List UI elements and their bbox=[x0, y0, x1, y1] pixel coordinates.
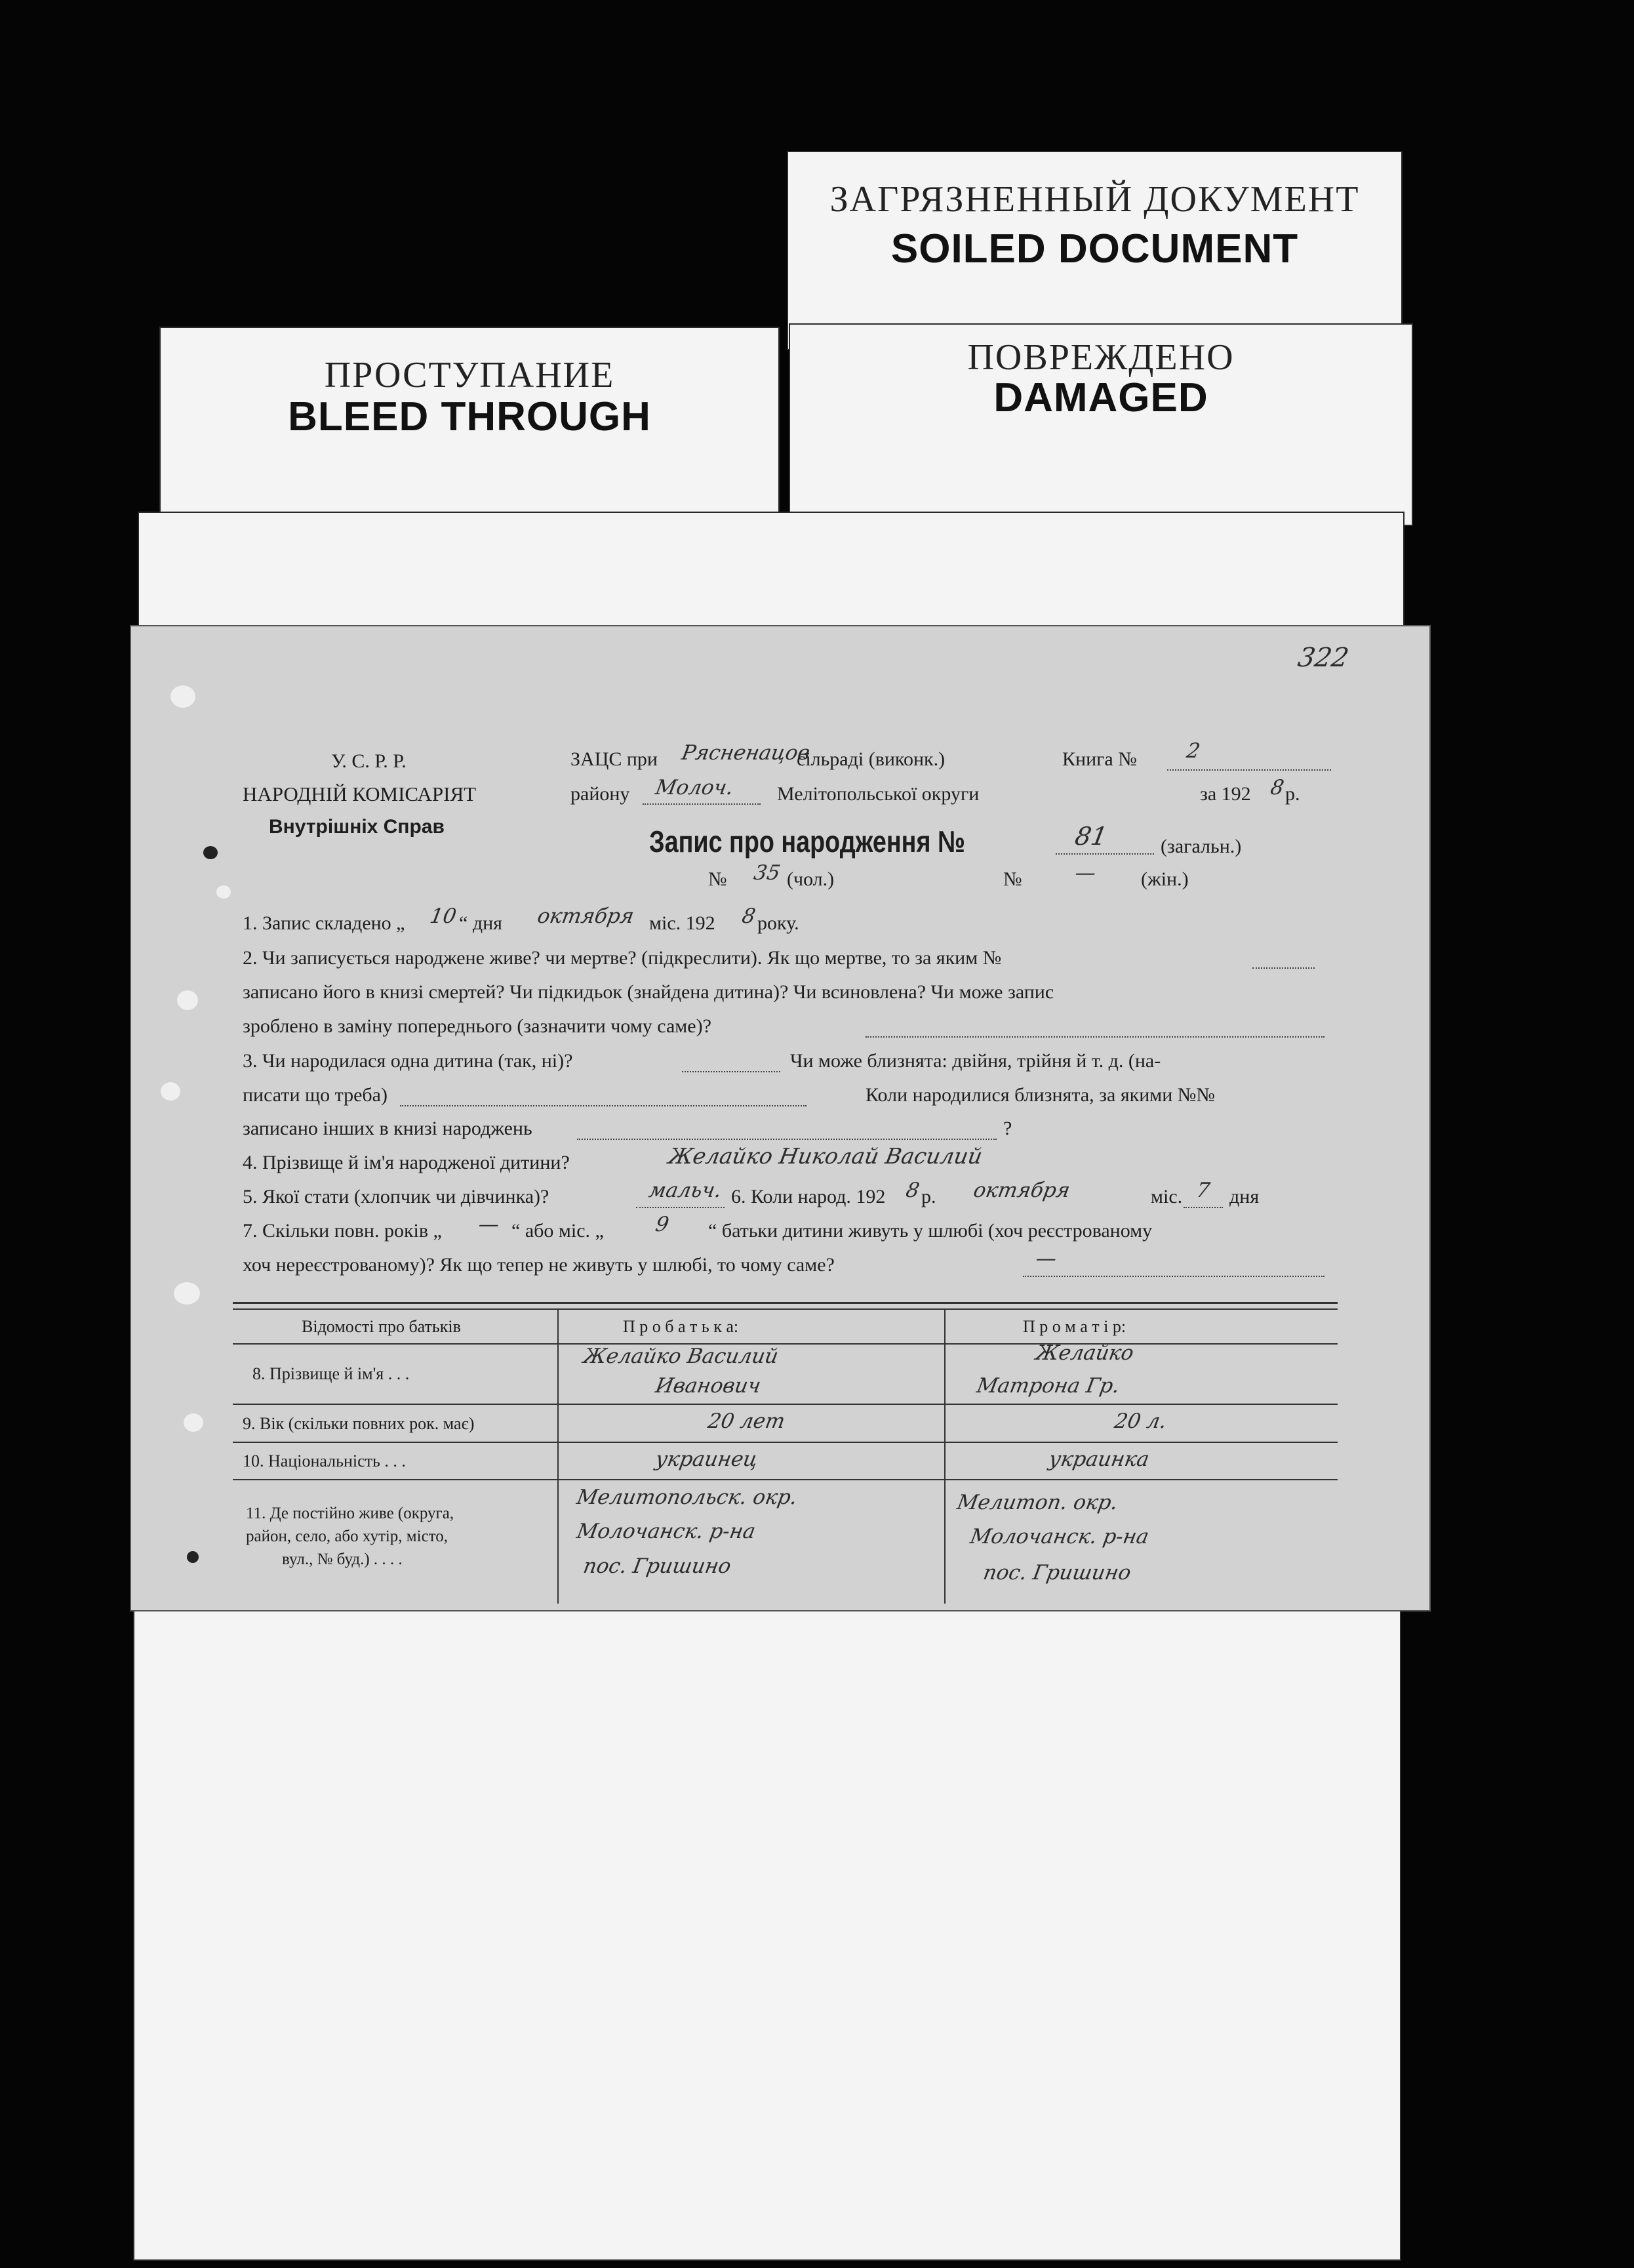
q6-label: 6. Коли народ. 192 bbox=[731, 1186, 886, 1207]
district-name: Молоч. bbox=[653, 776, 736, 800]
q4-label: 4. Прізвище й ім'я народженої дитини? bbox=[243, 1152, 570, 1173]
q1-part-c: міс. 192 bbox=[649, 912, 715, 934]
female-label: (жін.) bbox=[1141, 868, 1189, 890]
male-record-number: 35 bbox=[751, 861, 782, 885]
q1-year: 8 bbox=[740, 904, 757, 928]
male-label: (чол.) bbox=[787, 868, 835, 890]
male-no-label: № bbox=[708, 868, 727, 890]
punch-hole bbox=[187, 1551, 199, 1563]
marriage-months: 9 bbox=[653, 1213, 671, 1236]
district-dots bbox=[643, 803, 761, 805]
mother-age: 20 л. bbox=[1112, 1409, 1169, 1433]
book-label: Книга № bbox=[1062, 748, 1137, 770]
father-residence-line: Мелитопольск. окр. bbox=[574, 1486, 799, 1509]
damaged-label-en: DAMAGED bbox=[993, 375, 1208, 420]
okrug-label: Мелітопольської округи bbox=[777, 783, 980, 805]
q1-part-d: року. bbox=[757, 912, 799, 934]
q7-answer: — bbox=[1033, 1247, 1059, 1270]
birth-day: 7 bbox=[1194, 1179, 1212, 1202]
mother-nationality: украинка bbox=[1046, 1448, 1151, 1471]
ministry-header: Внутрішніх Справ bbox=[269, 816, 445, 838]
zags-prefix: ЗАЦС при bbox=[570, 748, 658, 770]
father-nationality: украинец bbox=[653, 1448, 760, 1471]
father-surname: Желайко Василий bbox=[581, 1345, 780, 1368]
mother-residence-line: пос. Гришино bbox=[981, 1561, 1133, 1585]
record-number-dots bbox=[1056, 853, 1154, 855]
q1-part-a: 1. Запис складено „ bbox=[243, 912, 405, 934]
table-top-rule bbox=[233, 1302, 1338, 1304]
row-label: 10. Національність . . . bbox=[243, 1451, 406, 1470]
table-father-head: П р о б а т ь к а: bbox=[623, 1317, 739, 1336]
damaged-card bbox=[790, 325, 1412, 525]
q6-day-dots bbox=[1184, 1207, 1223, 1208]
zags-village: Рясненацов bbox=[679, 741, 812, 765]
father-patronymic: Иванович bbox=[653, 1374, 763, 1398]
district-label: району bbox=[570, 783, 630, 805]
q3-part-a: 3. Чи народилася одна дитина (так, ні)? bbox=[243, 1050, 573, 1072]
punch-hole bbox=[177, 990, 198, 1010]
bottom-white-sheet bbox=[134, 1600, 1400, 2259]
q2-line2: записано його в книзі смертей? Чи підкидьок (знайдена дитина)? Чи всиновлена? Чи може запис bbox=[243, 981, 1054, 1003]
child-sex: мальч. bbox=[647, 1179, 724, 1202]
table-row-rule bbox=[233, 1479, 1338, 1480]
q2-dots bbox=[1252, 967, 1315, 969]
female-no-label: № bbox=[1003, 868, 1022, 890]
q6-year-suffix: р. bbox=[921, 1186, 936, 1207]
page-number: 322 bbox=[1295, 643, 1351, 673]
soiled-document-card bbox=[788, 152, 1401, 349]
q2-line3-dots bbox=[866, 1036, 1325, 1038]
table-col-rule bbox=[557, 1308, 559, 1604]
table-mother-head: П р о м а т і р: bbox=[1023, 1317, 1126, 1336]
q3-line3-q: ? bbox=[1003, 1118, 1012, 1139]
row-label-line: 11. Де постійно живе (округа, bbox=[246, 1505, 454, 1522]
q1-day: 10 bbox=[428, 904, 458, 928]
row-label: 9. Вік (скільки повних рок. має) bbox=[243, 1414, 475, 1433]
book-number: 2 bbox=[1184, 739, 1202, 763]
q7-part-b: “ або міс. „ bbox=[511, 1220, 604, 1242]
table-row-rule bbox=[233, 1442, 1338, 1443]
female-record-number: — bbox=[1073, 861, 1098, 885]
soiled-label-ru: ЗАГРЯЗНЕННЫЙ ДОКУМЕНТ bbox=[829, 179, 1360, 220]
table-top-rule-2 bbox=[233, 1308, 1338, 1310]
mother-residence-line: Мелитоп. окр. bbox=[955, 1491, 1120, 1514]
header-year: 8 bbox=[1268, 776, 1286, 800]
table-row-rule bbox=[233, 1404, 1338, 1405]
punch-hole bbox=[170, 685, 195, 708]
q3-line3: записано інших в книзі народжень bbox=[243, 1118, 532, 1139]
mother-name: Матрона Гр. bbox=[974, 1374, 1122, 1398]
record-number: 81 bbox=[1073, 822, 1110, 851]
q5-label: 5. Якої стати (хлопчик чи дівчинка)? bbox=[243, 1186, 549, 1207]
book-dots bbox=[1167, 769, 1331, 771]
q3-dots bbox=[682, 1071, 780, 1072]
marriage-years: — bbox=[476, 1213, 502, 1236]
birth-month: октября bbox=[971, 1179, 1072, 1202]
q3-line3-dots bbox=[577, 1139, 997, 1140]
q7-line2: хоч нереєстрованому)? Як що тепер не живуть у шлюбі, то чому саме? bbox=[243, 1254, 835, 1276]
row-label-line: район, село, або хутір, місто, bbox=[246, 1528, 448, 1545]
table-header-rule bbox=[233, 1343, 1338, 1345]
q6-day-suffix: дня bbox=[1229, 1186, 1260, 1207]
damaged-label-ru: ПОВРЕЖДЕНО bbox=[967, 337, 1235, 378]
q2-line1: 2. Чи записується народжене живе? чи мертве? (підкреслити). Як що мертве, то за яким № bbox=[243, 947, 1002, 969]
year-suffix: р. bbox=[1285, 783, 1300, 805]
zags-suffix: сільраді (виконк.) bbox=[797, 748, 946, 770]
birth-year: 8 bbox=[904, 1179, 921, 1202]
punch-hole bbox=[184, 1413, 203, 1432]
bleed-through-card bbox=[161, 328, 778, 525]
punch-hole bbox=[161, 1082, 180, 1101]
q3-part-b: Чи може близнята: двійня, трійня й т. д. (на- bbox=[790, 1050, 1161, 1072]
father-age: 20 лет bbox=[706, 1409, 787, 1433]
record-general-label: (загальн.) bbox=[1161, 836, 1242, 857]
q7-part-a: 7. Скільки повн. років „ bbox=[243, 1220, 442, 1242]
mother-residence-line: Молочанск. р-на bbox=[968, 1525, 1151, 1549]
mother-surname: Желайко bbox=[1033, 1341, 1136, 1365]
q3-line2-b: Коли народилися близнята, за якими №№ bbox=[866, 1084, 1216, 1106]
birth-record-form bbox=[131, 626, 1429, 1610]
punch-hole bbox=[174, 1282, 200, 1305]
commissariat-header: НАРОДНІЙ КОМІСАРІЯТ bbox=[243, 782, 477, 805]
q7-part-c: “ батьки дитини живуть у шлюбі (хоч реєстрованому bbox=[708, 1220, 1153, 1242]
q3-line2-a: писати що треба) bbox=[243, 1084, 388, 1106]
row-label: 8. Прізвище й ім'я . . . bbox=[252, 1364, 410, 1383]
table-col-rule bbox=[944, 1308, 946, 1604]
q2-line3: зроблено в заміну попереднього (зазначити чому саме)? bbox=[243, 1015, 711, 1037]
q6-month-suffix: міс. bbox=[1151, 1186, 1183, 1207]
punch-hole bbox=[216, 885, 231, 899]
record-title: Запис про народження № bbox=[649, 824, 966, 859]
soiled-label-en: SOILED DOCUMENT bbox=[890, 226, 1299, 272]
father-residence-line: пос. Гришино bbox=[581, 1554, 733, 1578]
bleed-label-en: BLEED THROUGH bbox=[288, 394, 651, 439]
blank-back-card bbox=[139, 513, 1403, 644]
table-col-head: Відомості про батьків bbox=[302, 1317, 461, 1336]
punch-hole bbox=[203, 846, 218, 859]
q1-month: октября bbox=[535, 904, 636, 928]
q7-line2-dots bbox=[1023, 1276, 1325, 1277]
father-residence-line: Молочанск. р-на bbox=[574, 1520, 757, 1543]
bleed-label-ru: ПРОСТУПАНИЕ bbox=[324, 355, 615, 395]
row-label-line: вул., № буд.) . . . . bbox=[282, 1550, 403, 1568]
q5-dots bbox=[636, 1207, 725, 1208]
q1-part-b: “ дня bbox=[459, 912, 502, 934]
year-prefix: за 192 bbox=[1200, 783, 1251, 805]
q3-line2-dots bbox=[400, 1105, 807, 1106]
ussr-header: У. С. Р. Р. bbox=[331, 750, 407, 772]
child-name: Желайко Николай Василий bbox=[666, 1143, 985, 1169]
